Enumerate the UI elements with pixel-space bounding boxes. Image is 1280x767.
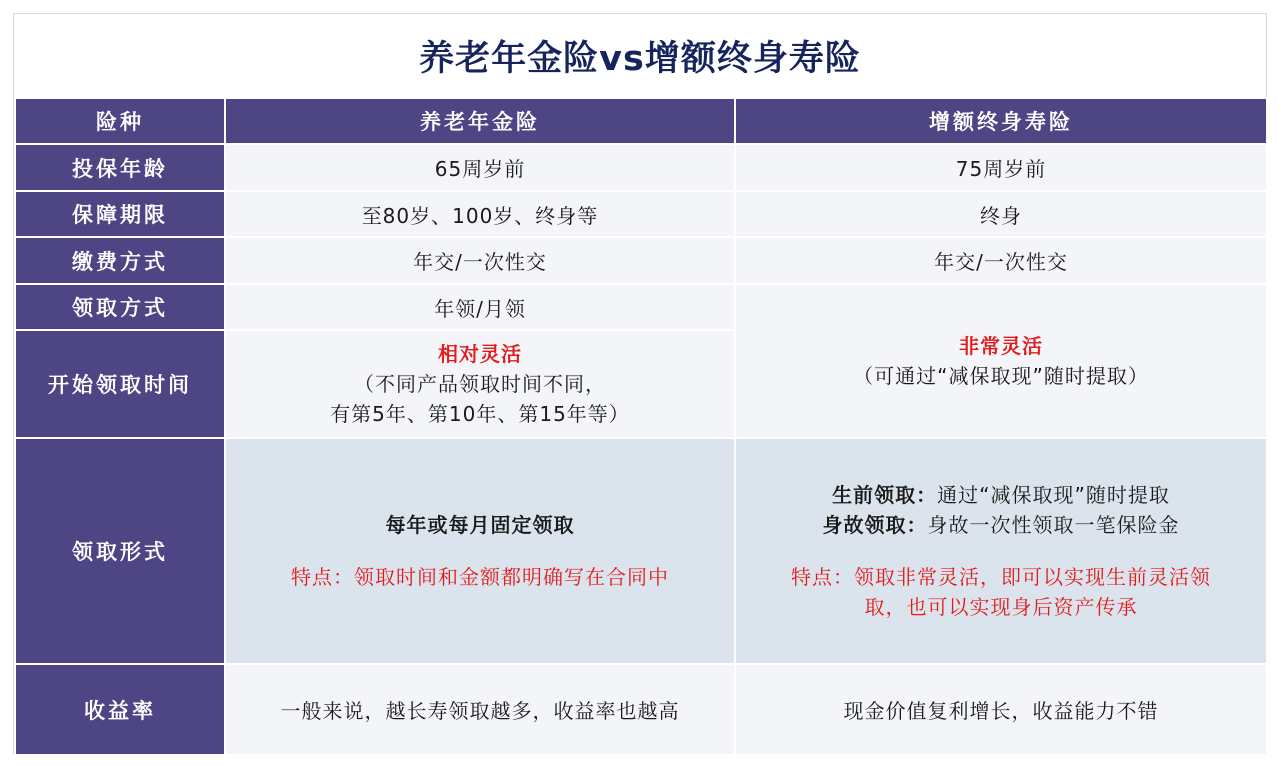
header-whole-life: 增额终身寿险: [735, 98, 1267, 144]
cell-term-whole-life: 终身: [735, 191, 1267, 237]
cell-start-whole-life: [735, 284, 1267, 438]
row-label-method: 领取方式: [15, 284, 225, 330]
table-row-age: [15, 144, 1267, 191]
annuity-start-highlight: 相对灵活: [438, 342, 522, 366]
cell-yield-annuity: 一般来说，越长寿领取越多，收益率也越高: [225, 664, 735, 755]
alive-claim-text: 通过“减保取现”随时提取: [937, 483, 1170, 507]
cell-form-whole-life: [735, 438, 1267, 664]
row-label-payment: 缴费方式: [15, 237, 225, 284]
cell-payment-whole-life: 年交/一次性交: [735, 237, 1267, 284]
annuity-form-feature: 特点：领取时间和金额都明确写在合同中: [291, 565, 669, 589]
whole-life-form-feature-2: 取，也可以实现身后资产传承: [864, 595, 1138, 619]
row-label-term: 保障期限: [15, 191, 225, 237]
table-row-term: [15, 191, 1267, 237]
annuity-start-note-2: 有第5年、第10年、第15年等）: [330, 402, 630, 426]
row-label-start: 开始领取时间: [15, 330, 225, 438]
whole-life-form-line-2: [744, 510, 1258, 540]
page-title: 养老年金险vs增额终身寿险: [419, 38, 861, 79]
comparison-table: [14, 97, 1268, 756]
annuity-form-main: 每年或每月固定领取: [385, 513, 575, 537]
whole-life-start-note: （可通过“减保取现”随时提取）: [853, 364, 1149, 388]
cell-payment-annuity: 年交/一次性交: [225, 237, 735, 284]
alive-claim-label: 生前领取：: [832, 483, 938, 507]
whole-life-form-line-1: [744, 480, 1258, 510]
header-type: 险种: [15, 98, 225, 144]
row-label-yield: 收益率: [15, 664, 225, 755]
comparison-document: [13, 13, 1267, 754]
cell-term-annuity: 至80岁、100岁、终身等: [225, 191, 735, 237]
table-row-form: [15, 438, 1267, 664]
cell-yield-whole-life: 现金价值复利增长，收益能力不错: [735, 664, 1267, 755]
cell-method-annuity: 年领/月领: [225, 284, 735, 330]
table-row-method: [15, 284, 1267, 330]
cell-start-annuity: [225, 330, 735, 438]
whole-life-form-feature-1: 特点：领取非常灵活，即可以实现生前灵活领: [791, 565, 1211, 589]
cell-age-annuity: 65周岁前: [225, 144, 735, 191]
cell-form-annuity: [225, 438, 735, 664]
header-annuity: 养老年金险: [225, 98, 735, 144]
annuity-start-note-1: （不同产品领取时间不同，: [354, 372, 606, 396]
table-row-yield: [15, 664, 1267, 755]
whole-life-start-highlight: 非常灵活: [959, 334, 1043, 358]
row-label-form: 领取形式: [15, 438, 225, 664]
cell-age-whole-life: 75周岁前: [735, 144, 1267, 191]
death-claim-text: 身故一次性领取一笔保险金: [927, 513, 1180, 537]
table-row-payment: [15, 237, 1267, 284]
table-header-row: [15, 98, 1267, 144]
row-label-age: 投保年龄: [15, 144, 225, 191]
death-claim-label: 身故领取：: [822, 513, 928, 537]
